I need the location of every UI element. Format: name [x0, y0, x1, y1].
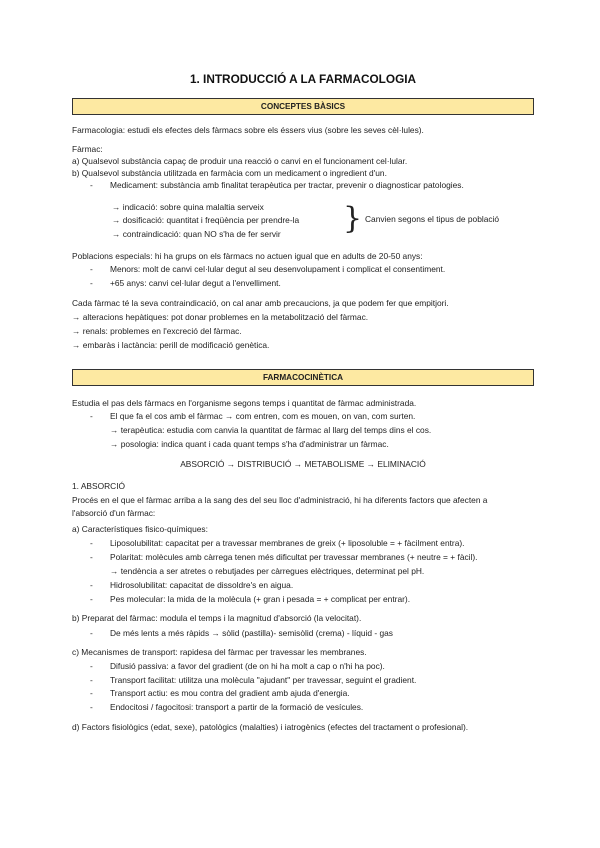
indicacio-item: → indicació: sobre quina malaltia serveix [112, 202, 264, 212]
dash-marker: - [90, 411, 93, 421]
dash-marker: - [90, 180, 93, 190]
poblacions-text: Poblacions especials: hi ha grups on els fàrmacs no actuen igual que en adults de 20-50 anys: [72, 251, 423, 261]
dash-marker: - [90, 264, 93, 274]
dash-marker: - [90, 552, 93, 562]
cos-item: El que fa el cos amb el fàrmac → com entren, com es mouen, on van, com surten. [110, 411, 416, 421]
posologia-item: → posologia: indica quant i cada quant temps s'ha d'administrar un fàrmac. [110, 439, 389, 449]
dash-marker: - [90, 702, 93, 712]
dash-marker: - [90, 538, 93, 548]
medicament-item: Medicament: substància amb finalitat terapèutica per tractar, prevenir o diagnosticar patologies. [110, 180, 464, 190]
section-heading-farmacocinetica: FARMACOCINÈTICA [72, 369, 534, 386]
factor-a-label: a) Característiques fisico-químiques: [72, 524, 208, 534]
preparat-item: De més lents a més ràpids → sòlid (pastilla)- semisòlid (crema) - líquid - gas [110, 628, 393, 638]
dash-marker: - [90, 594, 93, 604]
difusio-item: Difusió passiva: a favor del gradient (de on hi ha molt a cap o n'hi ha poc). [110, 661, 385, 671]
page-title: 1. INTRODUCCIÓ A LA FARMACOLOGIA [189, 72, 417, 86]
renals-item: → renals: problemes en l'excreció del fàrmac. [72, 326, 242, 336]
dash-marker: - [90, 580, 93, 590]
hepatiques-item: → alteracions hepàtiques: pot donar problemes en la metabolització del fàrmac. [72, 312, 369, 322]
dash-marker: - [90, 675, 93, 685]
farmacocinetica-intro: Estudia el pas dels fàrmacs en l'organisme segons temps i quantitat de fàrmac administrada. [72, 398, 417, 408]
farmac-definition-a: a) Qualsevol substància capaç de produir una reacció o canvi en el funcionament cel·lular. [72, 156, 408, 166]
grans-item: +65 anys: canvi cel·lular degut a l'envelliment. [110, 278, 281, 288]
brace-note: Canvien segons el tipus de població [365, 214, 500, 224]
curly-brace-icon: } [343, 201, 363, 236]
hidrosolubilitat-item: Hidrosolubilitat: capacitat de dissoldre's en aigua. [110, 580, 294, 590]
dash-marker: - [90, 661, 93, 671]
farmac-label: Fàrmac: [72, 144, 103, 154]
terapeutica-item: → terapèutica: estudia com canvia la quantitat de fàrmac al llarg del temps dins el cos. [110, 425, 432, 435]
menors-item: Menors: molt de canvi cel·lular degut al seu desenvolupament i complicat el consentiment. [110, 264, 446, 274]
factor-b-label: b) Preparat del fàrmac: modula el temps i la magnitud d'absorció (la velocitat). [72, 613, 362, 623]
definition-text: Farmacologia: estudi els efectes dels fàrmacs sobre els éssers vius (sobre les seves cèl·lules). [72, 125, 424, 135]
embaras-item: → embaràs i lactància: perill de modificació genètica. [72, 340, 270, 350]
factor-c-label: c) Mecanismes de transport: rapidesa del fàrmac per travessar les membranes. [72, 647, 367, 657]
absorcio-paragraph-line2: l'absorció d'un fàrmac: [72, 508, 156, 518]
dash-marker: - [90, 688, 93, 698]
factor-d-label: d) Factors fisiològics (edat, sexe), patològics (malalties) i iatrogènics (efectes del tractament o profesional). [72, 722, 469, 732]
endocitosi-item: Endocitosi / fagocitosi: transport a partir de la formació de vesícules. [110, 702, 364, 712]
section-heading-conceptes: CONCEPTES BÀSICS [72, 98, 534, 115]
process-flow: ABSORCIÓ → DISTRIBUCIÓ → METABOLISME → ELIMINACIÓ [180, 459, 426, 469]
polaritat-item: Polaritat: molècules amb càrrega tenen més dificultat per travessar membranes (+ neutre = + fàcil). [110, 552, 478, 562]
contraindicacio-general: Cada fàrmac té la seva contraindicació, on cal anar amb precaucions, ja que podem fer que empitjori. [72, 298, 449, 308]
transport-facilitat-item: Transport facilitat: utilitza una molècula "ajudant" per travessar, seguint el gradient. [110, 675, 417, 685]
absorcio-paragraph-line1: Procés en el que el fàrmac arriba a la sang des del seu lloc d'administració, hi ha diferents factors que afecten a [72, 495, 488, 505]
contraindicacio-item: → contraindicació: quan NO s'ha de fer servir [112, 229, 281, 239]
transport-actiu-item: Transport actiu: es mou contra del gradient amb ajuda d'energia. [110, 688, 350, 698]
dash-marker: - [90, 278, 93, 288]
dash-marker: - [90, 628, 93, 638]
liposolubilitat-item: Liposolubilitat: capacitat per a travessar membranes de greix (+ liposoluble = + fàcilment entra). [110, 538, 465, 548]
pes-molecular-item: Pes molecular: la mida de la molècula (+ gran i pesada = + complicat per entrar). [110, 594, 411, 604]
dosificacio-item: → dosificació: quantitat i freqüència per prendre-la [112, 215, 300, 225]
absorcio-title: 1. ABSORCIÓ [72, 481, 126, 491]
polaritat-subitem: → tendència a ser atretes o rebutjades per càrregues elèctriques, determinat pel pH. [110, 566, 425, 576]
farmac-definition-b: b) Qualsevol substància utilitzada en farmàcia com un medicament o ingredient d'un. [72, 168, 387, 178]
